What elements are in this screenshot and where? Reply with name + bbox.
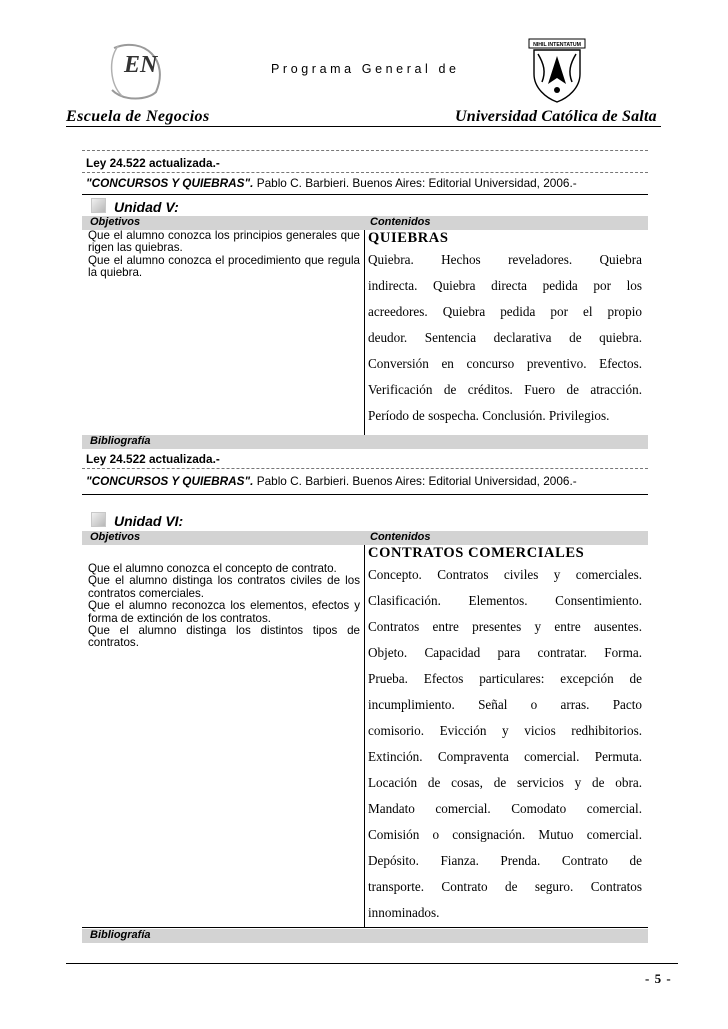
book-title: "CONCURSOS Y QUIEBRAS". bbox=[86, 474, 254, 488]
objectives-cell bbox=[88, 230, 360, 280]
unit-6-title bbox=[91, 512, 183, 529]
table-header bbox=[82, 531, 648, 545]
content-line: Clasificación. Elementos. Consentimiento. bbox=[368, 593, 642, 608]
book-reference bbox=[86, 176, 577, 190]
objectives-cell bbox=[88, 563, 360, 650]
contents-cell bbox=[368, 545, 642, 926]
content-line: Depósito. Fianza. Prenda. Contrato de bbox=[368, 853, 642, 868]
unit-5-title-text: Unidad V: bbox=[114, 199, 179, 215]
content-line: Comisión o consignación. Mutuo comercial. bbox=[368, 827, 642, 842]
column-divider bbox=[364, 230, 365, 448]
column-divider bbox=[364, 545, 365, 927]
page-number: - 5 - bbox=[645, 971, 672, 986]
content-line: Período de sospecha. Conclusión. Privilegios. bbox=[368, 408, 610, 423]
bibliography-label: Bibliografía bbox=[90, 435, 151, 447]
school-name: Escuela de Negocios bbox=[66, 108, 210, 125]
divider bbox=[82, 194, 648, 195]
col-objectives: Objetivos bbox=[90, 216, 141, 228]
divider bbox=[82, 494, 648, 495]
divider bbox=[82, 150, 648, 151]
book-details: Pablo C. Barbieri. Buenos Aires: Editorial Universidad, 2006.- bbox=[253, 474, 577, 488]
bullet-square-icon bbox=[91, 198, 106, 213]
content-line: Contratos entre presentes y entre ausentes. bbox=[368, 619, 642, 634]
book-reference bbox=[86, 474, 577, 488]
unit-6-title-text: Unidad VI: bbox=[114, 513, 184, 529]
content-line: incumplimiento. Señal o arras. Pacto bbox=[368, 697, 642, 712]
content-line: Prueba. Efectos particulares: excepción de bbox=[368, 671, 642, 686]
content-line: deudor. Sentencia declarativa de quiebra. bbox=[368, 330, 642, 345]
content-line: Concepto. Contratos civiles y comerciales. bbox=[368, 567, 642, 582]
bibliography-label: Bibliografía bbox=[90, 929, 151, 941]
universidad-crest-logo bbox=[528, 38, 586, 104]
content-line: acreedores. Quiebra pedida por el propio bbox=[368, 304, 642, 319]
content-title: QUIEBRAS bbox=[368, 230, 449, 246]
content-line: Mandato comercial. Comodato comercial. bbox=[368, 801, 642, 816]
unit-5-table bbox=[82, 216, 648, 449]
page-header bbox=[0, 0, 728, 135]
col-contents: Contenidos bbox=[370, 216, 431, 228]
content-line: comisorio. Evicción y vicios redhibitorios. bbox=[368, 723, 642, 738]
bibliography-header bbox=[82, 929, 648, 943]
content-line: Extinción. Compraventa comercial. Permuta. bbox=[368, 749, 642, 764]
divider bbox=[82, 172, 648, 173]
university-name: Universidad Católica de Salta bbox=[455, 108, 657, 125]
logo-letters: EN bbox=[124, 52, 158, 78]
content-line: Locación de cosas, de servicios y de obra. bbox=[368, 775, 642, 790]
content-title: CONTRATOS COMERCIALES bbox=[368, 545, 585, 561]
unit-6-table bbox=[82, 531, 648, 928]
law-reference: Ley 24.522 actualizada.- bbox=[86, 156, 220, 170]
content-line: transporte. Contrato de seguro. Contratos bbox=[368, 879, 642, 894]
content-line: Quiebra. Hechos reveladores. Quiebra bbox=[368, 252, 642, 267]
table-body bbox=[82, 545, 648, 928]
law-reference: Ley 24.522 actualizada.- bbox=[86, 452, 220, 466]
objective-item: Que el alumno conozca el concepto de contrato. bbox=[88, 562, 337, 575]
bibliography-header bbox=[82, 435, 648, 449]
contents-cell bbox=[368, 230, 642, 429]
objective-item: Que el alumno distinga los contratos civiles de los contratos comerciales. bbox=[88, 574, 360, 600]
bullet-square-icon bbox=[91, 512, 106, 527]
header-rule bbox=[66, 126, 661, 127]
content-line: Verificación de créditos. Fuero de atracción. bbox=[368, 382, 642, 397]
book-title: "CONCURSOS Y QUIEBRAS". bbox=[86, 176, 254, 190]
content-line: Objeto. Capacidad para contratar. Forma. bbox=[368, 645, 642, 660]
content-line: indirecta. Quiebra directa pedida por los bbox=[368, 278, 642, 293]
table-header bbox=[82, 216, 648, 230]
escuela-negocios-logo bbox=[104, 40, 166, 102]
unit-5-title bbox=[91, 198, 179, 215]
table-body bbox=[82, 230, 648, 449]
content-line: Conversión en concurso preventivo. Efectos. bbox=[368, 356, 642, 371]
col-objectives: Objetivos bbox=[90, 531, 141, 543]
content-line: innominados. bbox=[368, 905, 440, 920]
col-contents: Contenidos bbox=[370, 531, 431, 543]
book-details: Pablo C. Barbieri. Buenos Aires: Editorial Universidad, 2006.- bbox=[253, 176, 577, 190]
objective-item: Que el alumno distinga los distintos tipos de contratos. bbox=[88, 624, 360, 650]
program-title: Programa General de bbox=[271, 62, 460, 76]
footer-rule bbox=[66, 963, 678, 964]
objective-item: Que el alumno conozca el procedimiento que regula la quiebra. bbox=[88, 253, 360, 280]
objective-item: Que el alumno reconozca los elementos, efectos y forma de extinción de los contratos. bbox=[88, 599, 360, 625]
objective-item: Que el alumno conozca los principios generales que rigen las quiebras. bbox=[88, 229, 360, 255]
crest-motto: NIHIL INTENTATUM bbox=[533, 42, 581, 48]
divider bbox=[82, 468, 648, 469]
